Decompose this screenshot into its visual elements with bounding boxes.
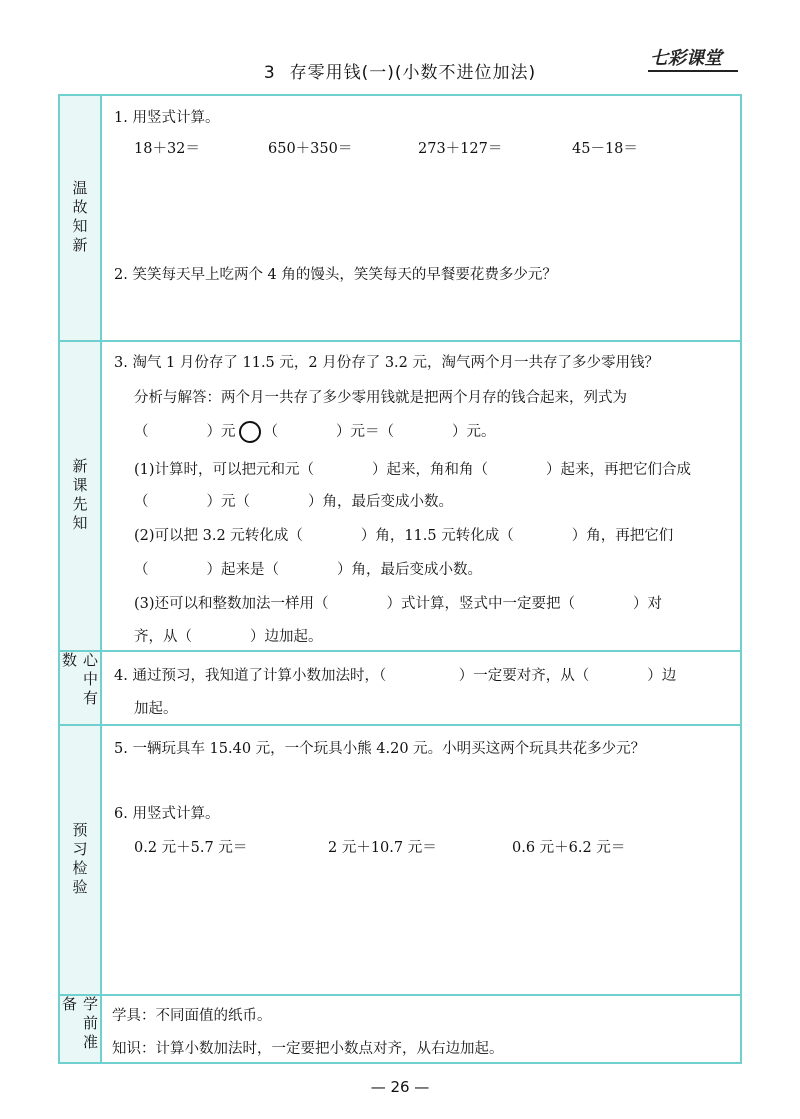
q3-p2-line2: （ ）起来是（ ）角，最后变成小数。 (134, 562, 482, 578)
q3-p3-line1: (3)还可以和整数加法一样用（ ）式计算，竖式中一定要把（ ）对 (134, 596, 663, 612)
column-divider (100, 94, 102, 1064)
q1-item: 18＋32＝ (134, 141, 200, 157)
row-divider (58, 994, 742, 996)
q1-item: 273＋127＝ (418, 141, 503, 157)
q4-line2: 加起。 (134, 701, 178, 717)
section-new-lesson: 新课先知 (60, 342, 100, 650)
worksheet-frame (58, 94, 742, 1064)
section-prep: 学前准备 (60, 996, 100, 1062)
prep-tools: 学具：不同面值的纸币。 (112, 1008, 272, 1024)
row-divider (58, 650, 742, 652)
prep-knowledge: 知识：计算小数加法时，一定要把小数点对齐，从右边加起。 (112, 1041, 504, 1057)
q3-analysis: 分析与解答：两个月一共存了多少零用钱就是把两个月存的钱合起来，列式为 (134, 390, 627, 406)
page-number: — 26 — (370, 1078, 430, 1096)
q3-p3-line2: 齐，从（ ）边加起。 (134, 629, 323, 645)
section-review: 温故知新 (60, 96, 100, 340)
row-divider (58, 340, 742, 342)
section-summary: 心中有数 (60, 652, 100, 724)
operator-circle (239, 421, 261, 443)
q3-p2-line1: (2)可以把 3.2 元转化成（ ）角，11.5 元转化成（ ）角，再把它们 (134, 528, 674, 544)
row-divider (58, 724, 742, 726)
q3-formula: （ ）元 （ ）元＝（ ）元。 (134, 420, 496, 443)
q2-stem: 2. 笑笑每天早上吃两个 4 角的馒头，笑笑每天的早餐要花费多少元？ (114, 267, 557, 283)
brand-underline (648, 70, 738, 72)
q3-stem: 3. 淘气 1 月份存了 11.5 元，2 月份存了 3.2 元，淘气两个月一共存了多少零用钱？ (114, 355, 660, 371)
q1-item: 45－18＝ (572, 141, 638, 157)
q5-stem: 5. 一辆玩具车 15.40 元，一个玩具小熊 4.20 元。小明买这两个玩具共花多少元？ (114, 741, 646, 757)
q6-stem: 6. 用竖式计算。 (114, 806, 220, 822)
q3-p1-line1: (1)计算时，可以把元和元（ ）起来，角和角（ ）起来，再把它们合成 (134, 462, 692, 478)
brand-logo: 七彩课堂 (650, 48, 722, 69)
q3-p1-line2: （ ）元（ ）角，最后变成小数。 (134, 494, 453, 510)
lesson-title: 存零用钱(一)(小数不进位加法) (289, 63, 537, 83)
q4-line1: 4. 通过预习，我知道了计算小数加法时，（ ）一定要对齐，从（ ）边 (114, 668, 677, 684)
section-check: 预习检验 (60, 726, 100, 994)
q1-stem: 1. 用竖式计算。 (114, 110, 220, 126)
q6-item: 0.6 元＋6.2 元＝ (512, 840, 626, 856)
q6-item: 2 元＋10.7 元＝ (328, 840, 437, 856)
q1-item: 650＋350＝ (268, 141, 353, 157)
q6-item: 0.2 元＋5.7 元＝ (134, 840, 248, 856)
lesson-number: 3 (263, 63, 276, 83)
